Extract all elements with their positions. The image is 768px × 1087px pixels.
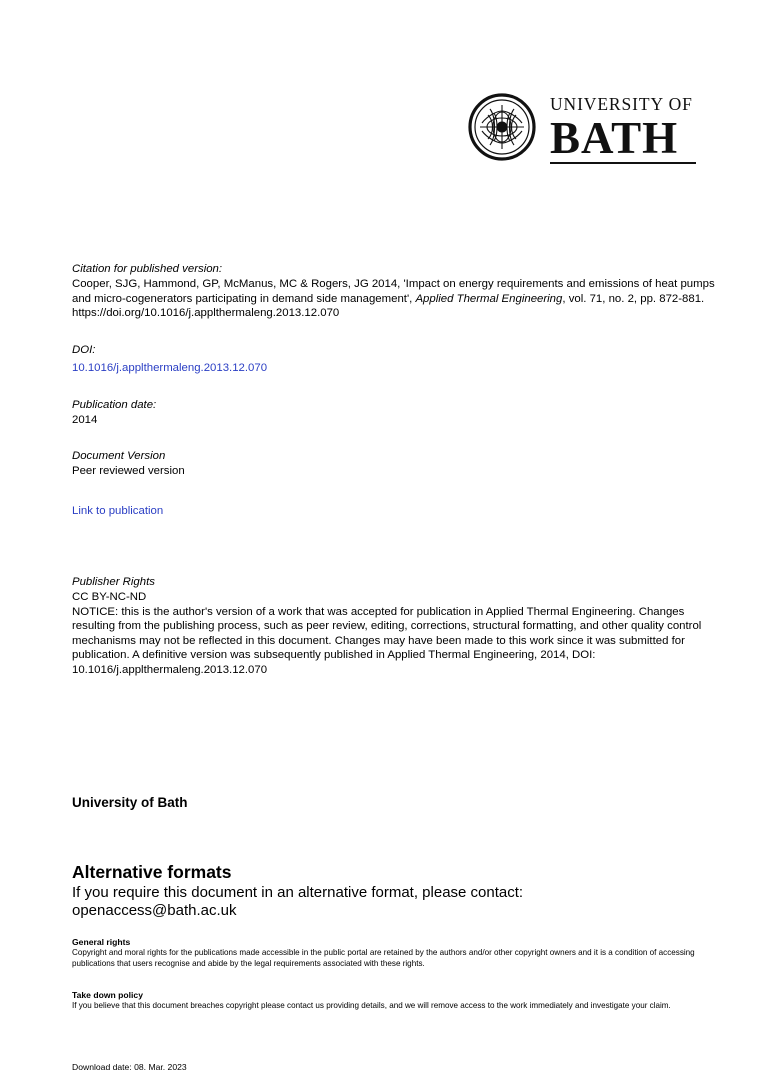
spacer	[72, 519, 720, 575]
logo-bath-line: BATH	[550, 112, 679, 163]
publisher-rights-licence: CC BY-NC-ND	[72, 590, 147, 603]
general-rights-text: Copyright and moral rights for the publications made accessible in the public portal are retained by the authors and/or other copyright owners and it is a condition of accessing publications that users recognise and abide by the legal requirements associated with these rights.	[72, 948, 695, 968]
publication-date-label: Publication date:	[72, 398, 157, 411]
spacer	[72, 376, 720, 398]
logo-university-line: UNIVERSITY OF	[550, 94, 693, 114]
university-logo	[468, 92, 698, 170]
document-version-label: Document Version	[72, 450, 166, 463]
citation-label: Citation for published version:	[72, 263, 223, 275]
citation-text	[72, 277, 720, 321]
download-date: Download date: 08. Mar. 2023	[72, 1062, 187, 1072]
takedown-policy-section	[72, 990, 720, 1012]
citation-journal: Applied Thermal Engineering	[415, 292, 563, 305]
alternative-formats-line: If you require this document in an alternative format, please contact:	[72, 884, 524, 901]
logo-underline	[550, 162, 696, 164]
bath-crest-icon	[468, 93, 536, 161]
document-version-section	[72, 449, 720, 479]
general-rights-section	[72, 937, 720, 969]
citation-section	[72, 262, 720, 321]
university-name: University of Bath	[72, 795, 188, 810]
doi-link[interactable]: 10.1016/j.applthermaleng.2013.12.070	[72, 361, 268, 374]
spacer	[72, 479, 720, 501]
publisher-rights-label: Publisher Rights	[72, 575, 155, 588]
link-to-publication[interactable]: Link to publication	[72, 504, 164, 517]
university-logo-text	[550, 96, 696, 164]
publisher-rights-notice: NOTICE: this is the author's version of a work that was accepted for publication in Applied Thermal Engineering. Changes resulting from the publishing process, such as peer review, editing, corrections, structural formatting, and other quality control mechanisms may not be reflected in this document. Changes may have been made to this work since it was submitted for publication. A definitive version was subsequently published in Applied Thermal Engineering, 2014, DOI: 10.1016/j.applthermaleng.2013.12.070	[72, 605, 702, 676]
metadata-body	[72, 262, 720, 678]
document-version-value: Peer reviewed version	[72, 465, 185, 478]
doi-section	[72, 343, 720, 376]
alternative-formats-email[interactable]: openaccess@bath.ac.uk	[72, 902, 237, 919]
general-rights-heading: General rights	[72, 937, 131, 947]
alternative-formats-title: Alternative formats	[72, 862, 232, 882]
citation-authors: Cooper, SJG, Hammond, GP, McManus, MC & Rogers, JG 2014, 'Impact on energy requirements and emissions of heat pumps and micro-cogenerators participating in demand side management',	[72, 278, 715, 305]
citation-volume: , vol. 71, no. 2, pp. 872-881. https://doi.org/10.1016/j.applthermaleng.2013.12.070	[72, 292, 705, 320]
doi-label: DOI:	[72, 343, 96, 356]
publication-date-value: 2014	[72, 413, 98, 426]
publisher-rights-section	[72, 575, 720, 678]
publication-date-section	[72, 398, 720, 428]
takedown-policy-text: If you believe that this document breaches copyright please contact us providing details, and we will remove access to the work immediately and investigate your claim.	[72, 1001, 671, 1010]
takedown-policy-heading: Take down policy	[72, 990, 143, 1000]
spacer	[72, 321, 720, 343]
spacer	[72, 427, 720, 449]
